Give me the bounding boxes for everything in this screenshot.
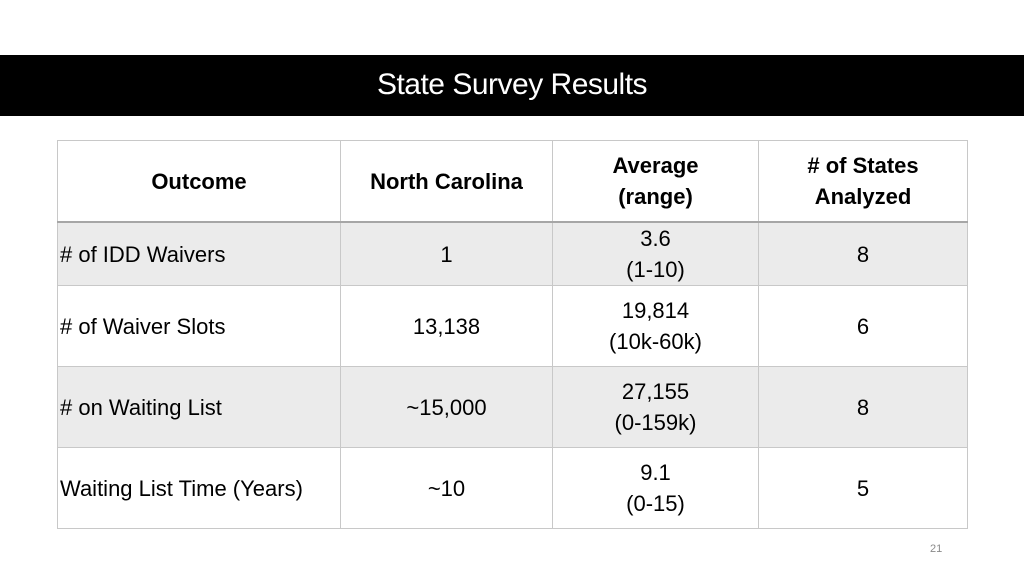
average-value: 27,155 [621,379,690,404]
average-cell [553,367,759,448]
outcome-cell: Waiting List Time (Years) [58,448,341,529]
header-average-label: Average [612,153,699,178]
table-row [58,222,968,286]
header-north-carolina [341,141,553,223]
average-value: 9.1 [640,460,671,485]
states-analyzed-cell: 5 [759,448,968,529]
survey-results-table [57,140,968,529]
average-cell [553,222,759,286]
page-number: 21 [930,543,943,555]
average-cell [553,448,759,529]
states-analyzed-cell: 8 [759,222,968,286]
range-value: (0-15) [626,491,685,516]
title-bar [0,55,1024,116]
slide-title: State Survey Results [376,67,648,101]
header-analyzed-label: Analyzed [814,184,912,209]
table-row [58,286,968,367]
outcome-cell: # of IDD Waivers [58,222,341,286]
range-value: (10k-60k) [609,329,702,354]
range-value: (1-10) [626,257,685,282]
table-header-row [58,141,968,223]
north-carolina-cell: ~10 [341,448,553,529]
table-row [58,448,968,529]
north-carolina-cell: ~15,000 [341,367,553,448]
header-outcome-label: Outcome [151,168,247,194]
outcome-cell: # on Waiting List [58,367,341,448]
header-average [553,141,759,223]
header-states-analyzed [759,141,968,223]
table-row [58,367,968,448]
range-value: (0-159k) [614,410,697,435]
outcome-cell: # of Waiver Slots [58,286,341,367]
average-cell [553,286,759,367]
states-analyzed-cell: 8 [759,367,968,448]
average-value: 19,814 [621,298,690,323]
north-carolina-cell: 13,138 [341,286,553,367]
header-range-label: (range) [618,184,693,209]
average-value: 3.6 [640,226,671,251]
header-outcome [58,141,341,223]
header-states-label: # of States [807,153,919,178]
north-carolina-cell: 1 [341,222,553,286]
header-north-carolina-label: North Carolina [370,168,523,194]
states-analyzed-cell: 6 [759,286,968,367]
